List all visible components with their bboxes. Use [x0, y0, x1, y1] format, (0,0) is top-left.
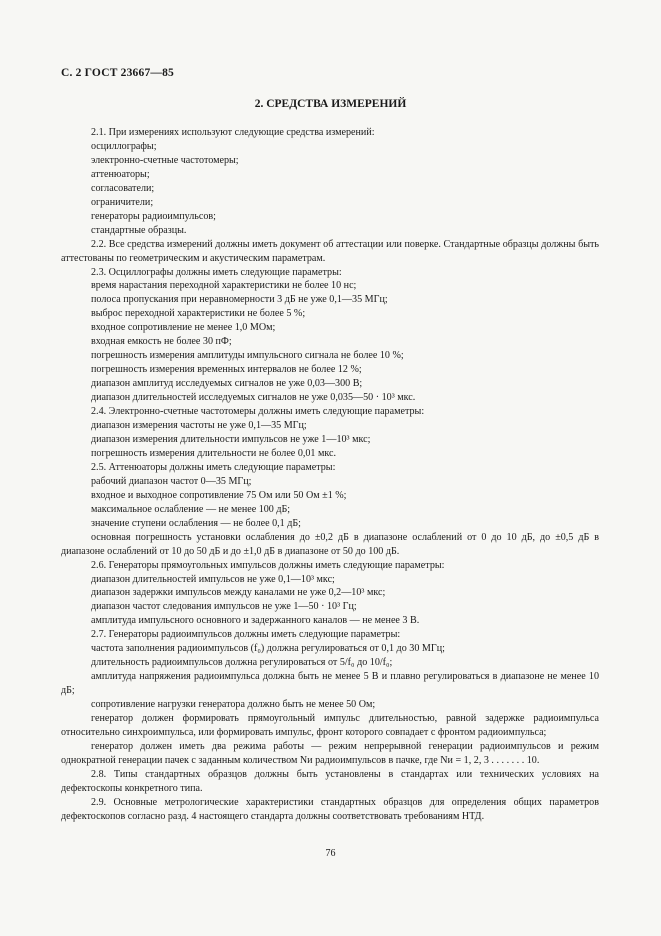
- list-item: сопротивление нагрузки генератора должно быть не менее 50 Ом;: [91, 699, 376, 711]
- list-item: электронно-счетные частотомеры;: [91, 154, 239, 166]
- list-item: максимальное ослабление — не менее 100 дБ;: [91, 503, 291, 515]
- list-item: генераторы радиоимпульсов;: [91, 210, 216, 222]
- list-item: диапазон измерения частоты не уже 0,1—35 МГц;: [91, 420, 307, 432]
- paragraph-2-1: 2.1. При измерениях используют следующие средства измерений:: [91, 127, 375, 138]
- list-item: рабочий диапазон частот 0—35 МГц;: [91, 475, 252, 487]
- page-number: 76: [325, 848, 336, 859]
- section-title: 2. СРЕДСТВА ИЗМЕРЕНИЙ: [254, 98, 407, 110]
- paragraph-2-8: 2.8. Типы стандартных образцов должны быть установлены в стандартах или технических условиях на дефектоскопы конкретного типа.: [61, 768, 599, 794]
- list-item: погрешность измерения временных интервалов не более 12 %;: [91, 364, 362, 376]
- paragraph-2-5: 2.5. Аттенюаторы должны иметь следующие параметры:: [91, 461, 336, 473]
- list-item: значение ступени ослабления — не более 0,1 дБ;: [91, 517, 301, 529]
- list-item: амплитуда импульсного основного и задержанного каналов — не менее 3 В.: [91, 615, 420, 627]
- list-item: полоса пропускания при неравномерности 3 дБ не уже 0,1—35 МГц;: [91, 294, 388, 306]
- list-item: диапазон амплитуд исследуемых сигналов не уже 0,03—300 В;: [91, 378, 363, 390]
- list-item: согласователи;: [91, 182, 155, 194]
- paragraph-2-4: 2.4. Электронно-счетные частотомеры должны иметь следующие параметры:: [91, 406, 425, 418]
- list-item: стандартные образцы.: [91, 224, 187, 236]
- list-item: ограничители;: [91, 196, 154, 208]
- paragraph-2-3: 2.3. Осциллографы должны иметь следующие параметры:: [91, 266, 342, 278]
- list-item: диапазон частот следования импульсов не уже 1—50 · 10³ Гц;: [91, 601, 357, 613]
- list-item: генератор должен иметь два режима работы — режим непрерывной генерации радиоимпульсов и режим однократной генерации пачек с заданным количеством Nи радиоимпульсов в пачке, где Nи = 1, 2, 3 . . . . . . . 10.: [61, 740, 599, 766]
- list-item: длительность радиоимпульсов должна регулироваться от 5/f₀ до 10/f₀;: [91, 657, 393, 669]
- running-head: С. 2 ГОСТ 23667—85: [61, 67, 174, 79]
- list-item: частота заполнения радиоимпульсов (f₀) должна регулироваться от 0,1 до 30 МГц;: [91, 643, 445, 655]
- list-item: входная емкость не более 30 пФ;: [91, 336, 232, 348]
- list-item: диапазон измерения длительности импульсов не уже 1—10³ мкс;: [91, 433, 371, 445]
- list-item: диапазон задержки импульсов между каналами не уже 0,2—10³ мкс;: [91, 587, 386, 599]
- list-item: выброс переходной характеристики не более 5 %;: [91, 308, 306, 320]
- list-item: погрешность измерения амплитуды импульсного сигнала не более 10 %;: [91, 350, 404, 362]
- list-item: диапазон длительностей импульсов не уже 0,1—10³ мкс;: [91, 573, 335, 585]
- list-item: генератор должен формировать прямоугольный импульс длительностью, равной задержке радиоимпульса относительно синхроимпульса, или формировать импульс, фронт которого совпадает с фронтом радиоимпульса;: [61, 713, 599, 738]
- paragraph-2-2: 2.2. Все средства измерений должны иметь документ об аттестации или поверке. Стандартные образцы должны быть аттестованы по геометрическим и акустическим параметрам.: [61, 238, 599, 264]
- list-item: входное сопротивление не менее 1,0 МОм;: [91, 322, 276, 334]
- list-item: время нарастания переходной характеристики не более 10 нс;: [91, 280, 357, 292]
- list-item: амплитуда напряжения радиоимпульса должна быть не менее 5 В и плавно регулироваться в диапазоне не менее 10 дБ;: [61, 671, 599, 697]
- paragraph-2-6: 2.6. Генераторы прямоугольных импульсов должны иметь следующие параметры:: [91, 559, 445, 571]
- body-text: [61, 126, 599, 824]
- list-item: погрешность измерения длительности не более 0,01 мкс.: [91, 447, 337, 459]
- list-item: осциллографы;: [91, 140, 157, 152]
- list-item: аттенюаторы;: [91, 168, 150, 180]
- list-item: диапазон длительностей исследуемых сигналов не уже 0,035—50 · 10³ мкс.: [91, 392, 416, 404]
- paragraph-2-9: 2.9. Основные метрологические характеристики стандартных образцов для определения общих параметров дефектоскопов согласно разд. 4 настоящего стандарта должны соответствовать требованиям НТД.: [61, 796, 599, 822]
- list-item: основная погрешность установки ослабления до ±0,2 дБ в диапазоне ослаблений от 0 до 10 дБ, до ±0,5 дБ в диапазоне ослаблений от 10 до 50 дБ и до ±1,0 дБ в диапазоне от 50 до 100 дБ.: [61, 531, 599, 557]
- list-item: входное и выходное сопротивление 75 Ом или 50 Ом ±1 %;: [91, 489, 347, 501]
- paragraph-2-7: 2.7. Генераторы радиоимпульсов должны иметь следующие параметры:: [91, 629, 401, 641]
